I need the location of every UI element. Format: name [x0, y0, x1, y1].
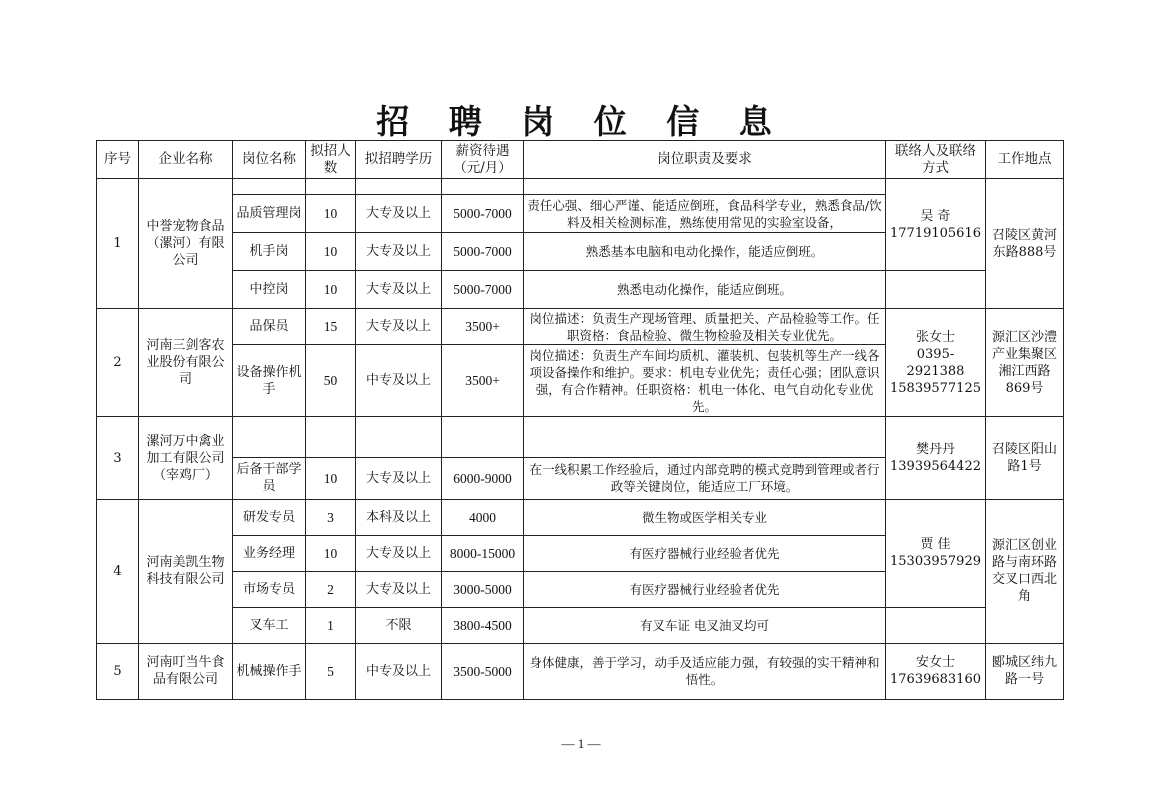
- header-location: 工作地点: [986, 141, 1064, 179]
- job-education: 大专及以上: [356, 571, 442, 607]
- contact-phone: 13939564422: [890, 459, 981, 475]
- job-requirements: 有医疗器械行业经验者优先: [524, 535, 886, 571]
- header-education: 拟招聘学历: [356, 141, 442, 179]
- job-position: 设备操作机手: [233, 345, 306, 417]
- company-seq: 1: [97, 179, 139, 309]
- job-count: 1: [306, 607, 356, 643]
- job-education: 大专及以上: [356, 271, 442, 309]
- job-salary: 3500-5000: [442, 643, 524, 699]
- company-name: 河南叮当牛食品有限公司: [139, 643, 233, 699]
- job-salary: 4000: [442, 499, 524, 535]
- job-position: 业务经理: [233, 535, 306, 571]
- job-requirements: 有叉车证 电叉油叉均可: [524, 607, 886, 643]
- job-education: 大专及以上: [356, 535, 442, 571]
- location-cell: 召陵区黄河东路888号: [986, 179, 1064, 309]
- company-seq: 5: [97, 643, 139, 699]
- table-row: [97, 309, 1064, 345]
- location-cell: 源汇区创业路与南环路交叉口西北角: [986, 499, 1064, 643]
- table-row: [97, 179, 1064, 195]
- job-education: 大专及以上: [356, 309, 442, 345]
- job-education: 大专及以上: [356, 233, 442, 271]
- job-count: 10: [306, 195, 356, 233]
- job-count: 10: [306, 233, 356, 271]
- contact-name: 安女士: [915, 655, 955, 671]
- job-count: 5: [306, 643, 356, 699]
- job-education: 本科及以上: [356, 499, 442, 535]
- job-requirements: 岗位描述：负责生产现场管理、质量把关、产品检验等工作。任职资格：食品检验、微生物检验及相关专业优先。: [524, 309, 886, 345]
- job-salary: 3500+: [442, 345, 524, 417]
- company-seq: 2: [97, 309, 139, 417]
- job-count: 50: [306, 345, 356, 417]
- contact-name: 吴 奇: [920, 208, 951, 224]
- recruitment-table: [96, 140, 1064, 700]
- company-seq: 4: [97, 499, 139, 643]
- job-requirements: 微生物或医学相关专业: [524, 499, 886, 535]
- job-education: 中专及以上: [356, 345, 442, 417]
- contact-cell: [886, 417, 986, 499]
- company-seq: 3: [97, 417, 139, 499]
- location-cell: 源汇区沙澧产业集聚区湘江西路869号: [986, 309, 1064, 417]
- job-education: 不限: [356, 607, 442, 643]
- header-row: [97, 141, 1064, 179]
- job-education: 大专及以上: [356, 195, 442, 233]
- contact-phone: 0395-2921388: [906, 346, 965, 379]
- job-education: 大专及以上: [356, 457, 442, 499]
- job-salary: 8000-15000: [442, 535, 524, 571]
- job-salary: 3800-4500: [442, 607, 524, 643]
- contact-name: 张女士: [915, 329, 955, 345]
- job-requirements: 岗位描述：负责生产车间均质机、灌装机、包装机等生产一线各项设备操作和维护。要求：机电专业优先；责任心强；团队意识强，有合作精神。任职资格：机电一体化、电气自动化专业优先。: [524, 345, 886, 417]
- header-requirements: 岗位职责及要求: [524, 141, 886, 179]
- job-salary: 6000-9000: [442, 457, 524, 499]
- job-salary: 3000-5000: [442, 571, 524, 607]
- job-position: 品质管理岗: [233, 195, 306, 233]
- header-seq: 序号: [97, 141, 139, 179]
- contact-cell: [886, 309, 986, 417]
- job-salary: 5000-7000: [442, 233, 524, 271]
- job-requirements: 熟悉电动化操作，能适应倒班。: [524, 271, 886, 309]
- job-requirements: 在一线积累工作经验后，通过内部竞聘的模式竞聘到管理或者行政等关键岗位，能适应工厂环境。: [524, 457, 886, 499]
- job-position: 中控岗: [233, 271, 306, 309]
- table-row: [97, 499, 1064, 535]
- contact-cell: [886, 499, 986, 607]
- header-position: 岗位名称: [233, 141, 306, 179]
- contact-name: 樊丹丹: [915, 442, 955, 458]
- contact-name: 贾 佳: [920, 537, 951, 553]
- job-requirements: 身体健康，善于学习，动手及适应能力强，有较强的实干精神和悟性。: [524, 643, 886, 699]
- job-count: 3: [306, 499, 356, 535]
- header-contact: 联络人及联络方式: [886, 141, 986, 179]
- job-count: 2: [306, 571, 356, 607]
- table-row: [97, 607, 1064, 643]
- company-name: 河南美凯生物科技有限公司: [139, 499, 233, 643]
- contact-cell: [886, 643, 986, 699]
- header-count: 拟招人数: [306, 141, 356, 179]
- job-position: 叉车工: [233, 607, 306, 643]
- job-salary: 5000-7000: [442, 271, 524, 309]
- company-name: 漯河万中禽业加工有限公司（宰鸡厂）: [139, 417, 233, 499]
- location-cell: 召陵区阳山路1号: [986, 417, 1064, 499]
- job-position: 机手岗: [233, 233, 306, 271]
- table-row: [97, 271, 1064, 309]
- job-requirements: 责任心强、细心严谨、能适应倒班，食品科学专业，熟悉食品/饮料及相关检测标准，熟练使用常见的实验室设备，: [524, 195, 886, 233]
- contact-phone: 15303957929: [890, 554, 981, 570]
- contact-phone: 17639683160: [890, 672, 981, 688]
- job-count: 10: [306, 271, 356, 309]
- job-position: 研发专员: [233, 499, 306, 535]
- table-row: [97, 417, 1064, 457]
- job-position: 机械操作手: [233, 643, 306, 699]
- job-requirements: 熟悉基本电脑和电动化操作，能适应倒班。: [524, 233, 886, 271]
- contact-cell: [886, 179, 986, 271]
- contact-phone-2: 15839577125: [890, 380, 981, 396]
- company-name: 河南三剑客农业股份有限公司: [139, 309, 233, 417]
- location-cell: 郾城区纬九路一号: [986, 643, 1064, 699]
- job-count: 10: [306, 535, 356, 571]
- job-count: 15: [306, 309, 356, 345]
- job-salary: 3500+: [442, 309, 524, 345]
- job-position: 品保员: [233, 309, 306, 345]
- table-row: [97, 643, 1064, 699]
- job-count: 10: [306, 457, 356, 499]
- contact-phone: 17719105616: [890, 225, 981, 241]
- job-salary: 5000-7000: [442, 195, 524, 233]
- page-title: 招 聘 岗 位 信 息: [376, 102, 786, 141]
- header-company: 企业名称: [139, 141, 233, 179]
- company-name: 中誉宠物食品（漯河）有限公司: [139, 179, 233, 309]
- job-position: 市场专员: [233, 571, 306, 607]
- job-education: 中专及以上: [356, 643, 442, 699]
- job-position: 后备干部学员: [233, 457, 306, 499]
- job-requirements: 有医疗器械行业经验者优先: [524, 571, 886, 607]
- header-salary: 薪资待遇（元/月）: [442, 141, 524, 179]
- page-number: — 1 —: [561, 736, 601, 751]
